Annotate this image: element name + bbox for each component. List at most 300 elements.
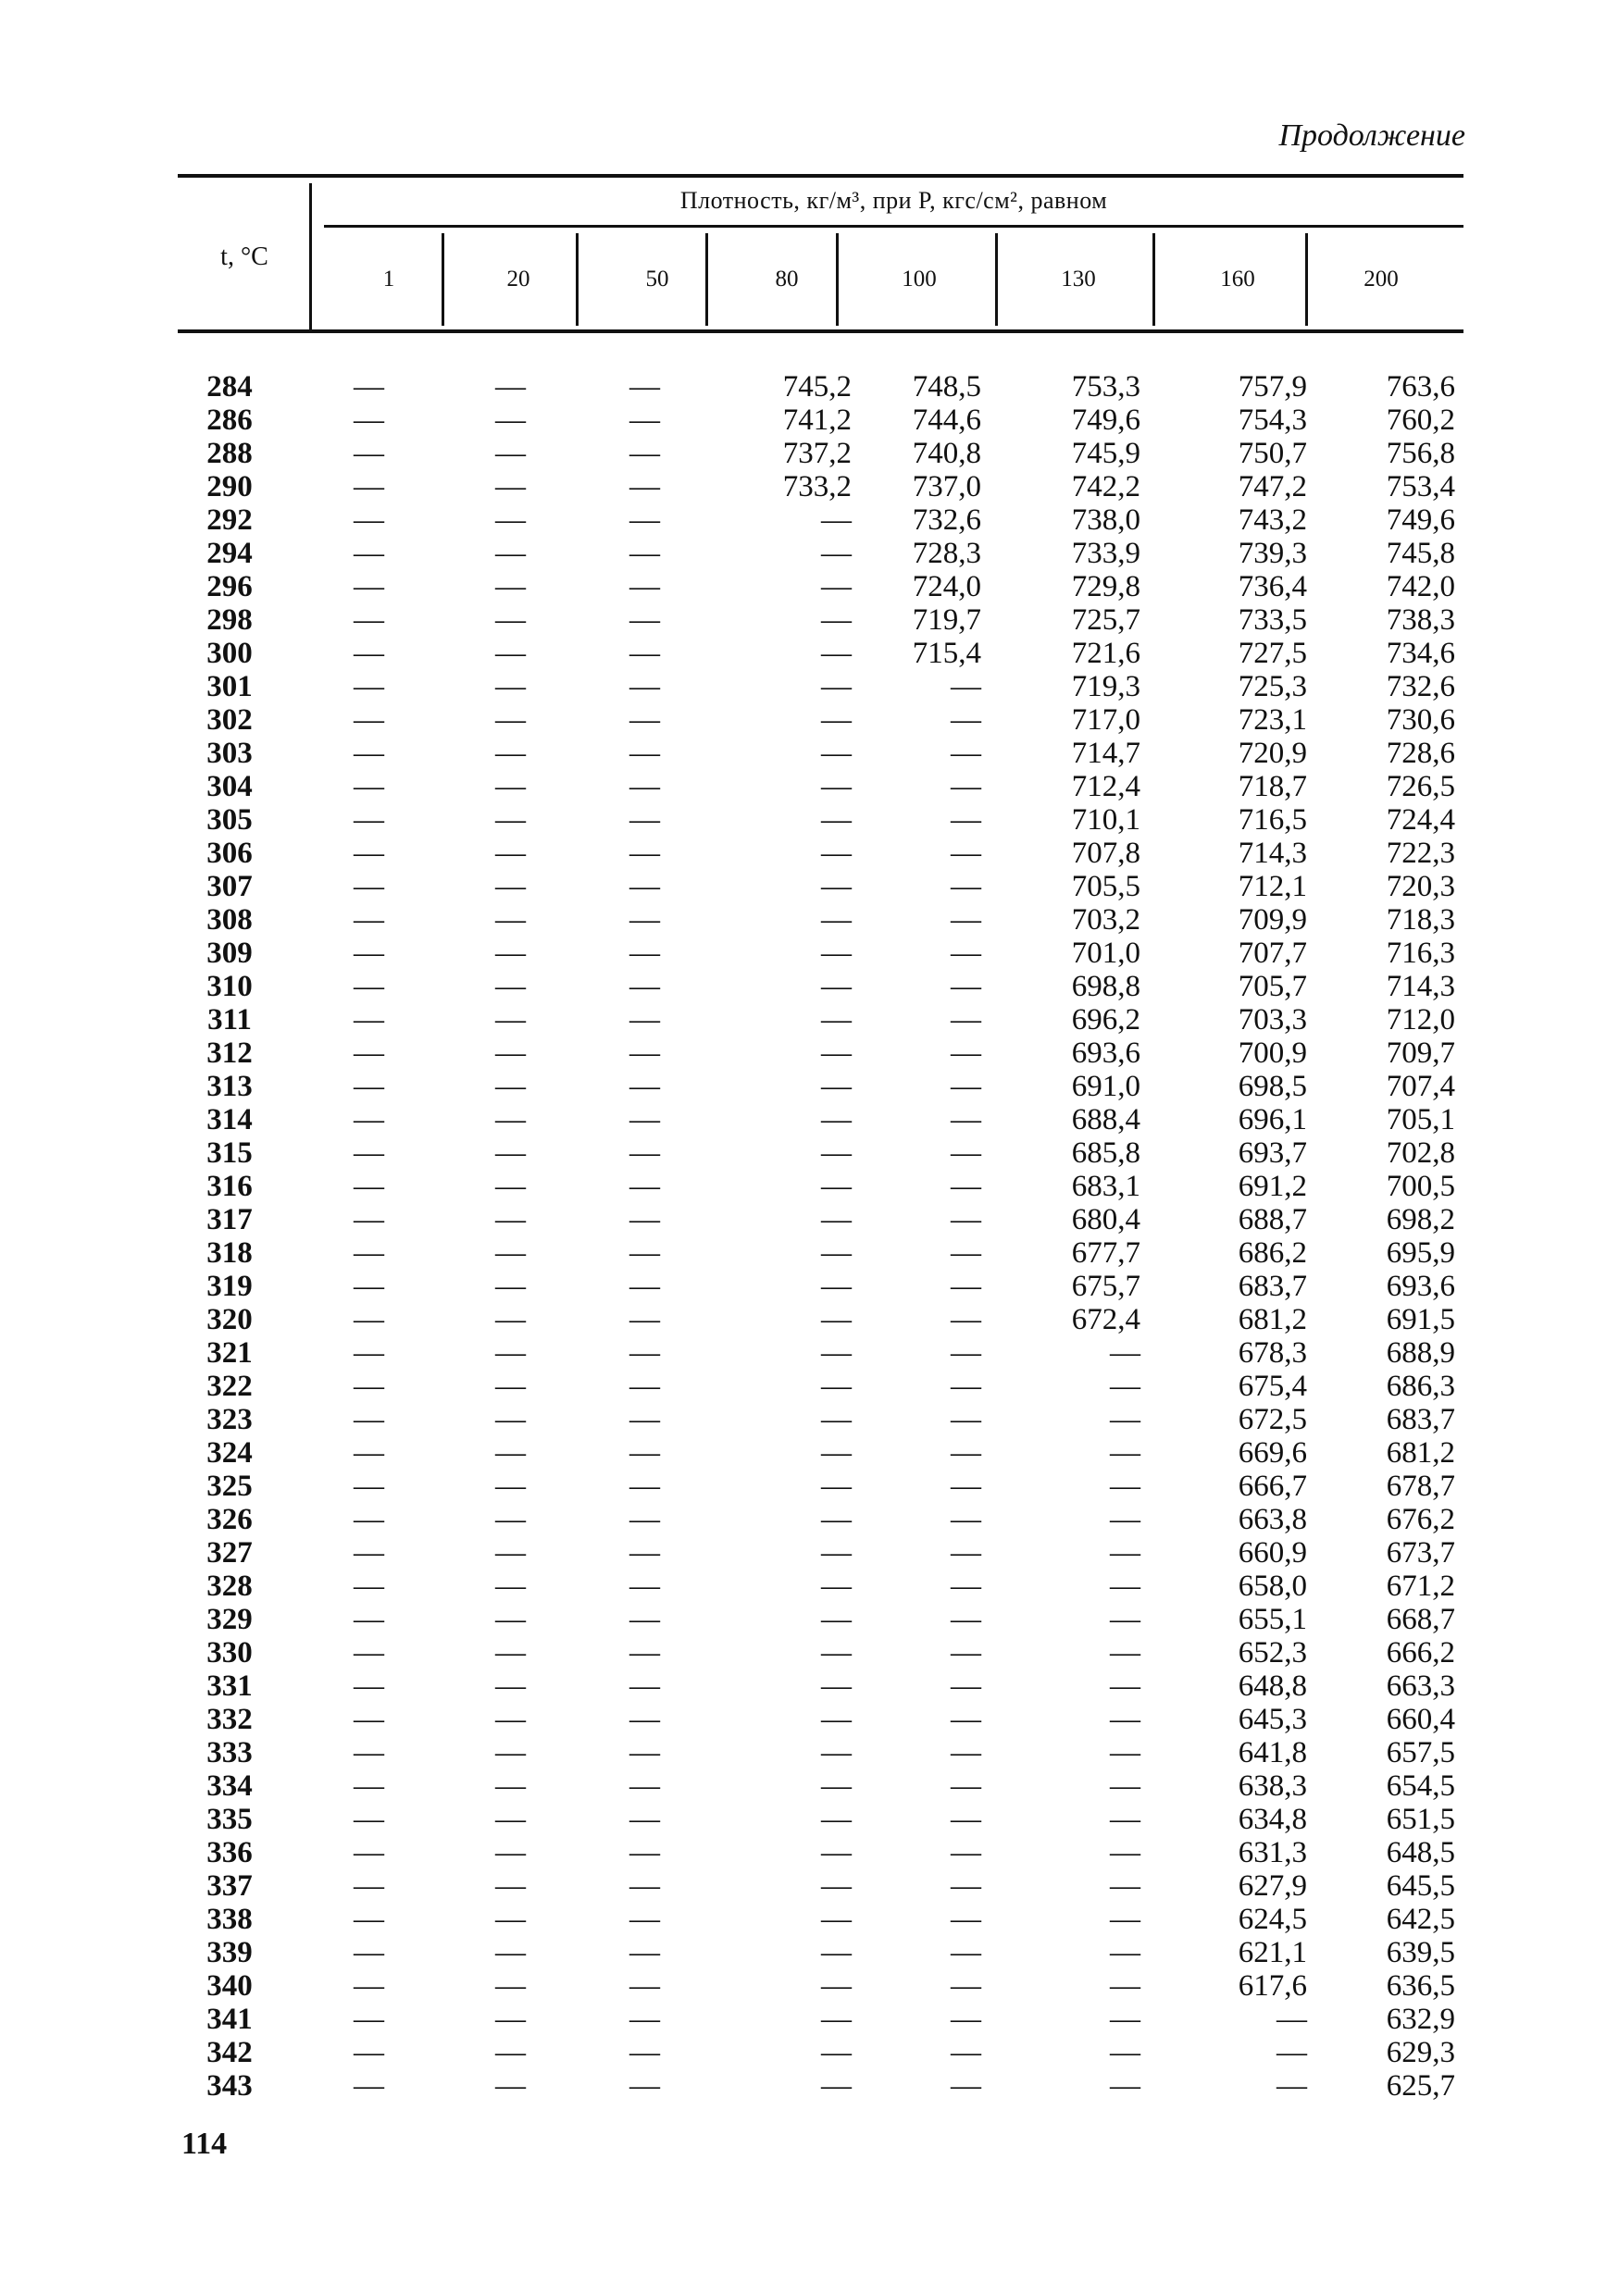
density-cell: — bbox=[951, 1103, 981, 1136]
density-cell: — bbox=[629, 1036, 660, 1070]
temperature-cell: 321 bbox=[206, 1336, 253, 1370]
table-row bbox=[178, 1703, 1463, 1736]
density-cell: — bbox=[821, 570, 852, 603]
continuation-label: Продолжение bbox=[1278, 118, 1465, 153]
density-cell: — bbox=[629, 570, 660, 603]
density-cell: 688,9 bbox=[1386, 1336, 1455, 1370]
density-cell: 639,5 bbox=[1386, 1936, 1455, 1969]
table-row bbox=[178, 703, 1463, 737]
density-cell: 737,2 bbox=[782, 437, 852, 470]
density-cell: — bbox=[354, 1270, 384, 1303]
density-cell: 743,2 bbox=[1238, 503, 1307, 537]
density-cell: — bbox=[354, 437, 384, 470]
density-cell: — bbox=[495, 1203, 526, 1236]
density-cell: — bbox=[354, 603, 384, 637]
density-cell: — bbox=[354, 1736, 384, 1769]
density-cell: — bbox=[495, 1103, 526, 1136]
density-cell: — bbox=[495, 1170, 526, 1203]
density-cell: — bbox=[629, 1903, 660, 1936]
density-cell: 740,8 bbox=[912, 437, 981, 470]
density-cell: — bbox=[1110, 1903, 1140, 1936]
density-cell: — bbox=[821, 1203, 852, 1236]
density-cell: — bbox=[951, 1769, 981, 1803]
density-cell: — bbox=[495, 1769, 526, 1803]
density-cell: — bbox=[821, 1969, 852, 2003]
density-cell: — bbox=[495, 537, 526, 570]
density-cell: 744,6 bbox=[912, 403, 981, 437]
density-cell: — bbox=[951, 1536, 981, 1570]
density-cell: 680,4 bbox=[1071, 1203, 1140, 1236]
density-cell: — bbox=[495, 1570, 526, 1603]
density-cell: — bbox=[951, 1703, 981, 1736]
temperature-cell: 328 bbox=[206, 1570, 253, 1603]
density-cell: 747,2 bbox=[1238, 470, 1307, 503]
density-cell: 729,8 bbox=[1071, 570, 1140, 603]
table-row bbox=[178, 503, 1463, 537]
temperature-cell: 320 bbox=[206, 1303, 253, 1336]
density-cell: — bbox=[951, 670, 981, 703]
density-cell: — bbox=[821, 637, 852, 670]
density-cell: 671,2 bbox=[1386, 1570, 1455, 1603]
density-cell: — bbox=[951, 737, 981, 770]
density-cell: 715,4 bbox=[912, 637, 981, 670]
density-cell: — bbox=[495, 1270, 526, 1303]
density-cell: 700,5 bbox=[1386, 1170, 1455, 1203]
density-cell: — bbox=[821, 1736, 852, 1769]
density-cell: — bbox=[821, 1403, 852, 1436]
density-cell: 673,7 bbox=[1386, 1536, 1455, 1570]
density-cell: — bbox=[629, 637, 660, 670]
density-cell: 722,3 bbox=[1386, 837, 1455, 870]
density-cell: 732,6 bbox=[912, 503, 981, 537]
density-cell: — bbox=[629, 1370, 660, 1403]
density-cell: — bbox=[951, 1070, 981, 1103]
table-row bbox=[178, 2003, 1463, 2036]
density-cell: — bbox=[821, 1336, 852, 1370]
density-cell: 631,3 bbox=[1238, 1836, 1307, 1869]
table-row bbox=[178, 1403, 1463, 1436]
page-number: 114 bbox=[181, 2127, 228, 2161]
density-cell: — bbox=[495, 1436, 526, 1470]
density-cell: — bbox=[354, 1436, 384, 1470]
density-cell: — bbox=[354, 670, 384, 703]
density-cell: — bbox=[821, 1103, 852, 1136]
density-cell: 734,6 bbox=[1386, 637, 1455, 670]
density-cell: — bbox=[629, 837, 660, 870]
density-cell: 705,5 bbox=[1071, 870, 1140, 903]
density-cell: — bbox=[495, 903, 526, 937]
density-cell: — bbox=[1110, 1769, 1140, 1803]
density-cell: — bbox=[951, 1336, 981, 1370]
density-cell: — bbox=[354, 503, 384, 537]
density-cell: — bbox=[629, 1603, 660, 1636]
density-cell: — bbox=[495, 570, 526, 603]
table-row bbox=[178, 937, 1463, 970]
density-cell: 714,7 bbox=[1071, 737, 1140, 770]
density-cell: — bbox=[951, 1669, 981, 1703]
temperature-cell: 288 bbox=[206, 437, 253, 470]
temperature-cell: 301 bbox=[206, 670, 253, 703]
density-cell: — bbox=[1110, 1803, 1140, 1836]
density-cell: — bbox=[629, 1803, 660, 1836]
temperature-cell: 332 bbox=[206, 1703, 253, 1736]
density-cell: — bbox=[1110, 1370, 1140, 1403]
density-cell: 749,6 bbox=[1071, 403, 1140, 437]
density-cell: — bbox=[951, 1803, 981, 1836]
table-row bbox=[178, 1669, 1463, 1703]
density-cell: 683,7 bbox=[1238, 1270, 1307, 1303]
density-cell: 702,8 bbox=[1386, 1136, 1455, 1170]
density-cell: 672,5 bbox=[1238, 1403, 1307, 1436]
density-cell: — bbox=[821, 1170, 852, 1203]
temperature-cell: 336 bbox=[206, 1836, 253, 1869]
density-cell: — bbox=[495, 1603, 526, 1636]
temperature-cell: 330 bbox=[206, 1636, 253, 1669]
table-body bbox=[178, 370, 1463, 2103]
density-cell: — bbox=[821, 1869, 852, 1903]
density-cell: — bbox=[354, 1470, 384, 1503]
density-cell: 739,3 bbox=[1238, 537, 1307, 570]
density-cell: — bbox=[354, 2036, 384, 2069]
density-cell: 638,3 bbox=[1238, 1769, 1307, 1803]
table-row bbox=[178, 903, 1463, 937]
table-row bbox=[178, 1436, 1463, 1470]
density-cell: 720,3 bbox=[1386, 870, 1455, 903]
density-cell: 681,2 bbox=[1386, 1436, 1455, 1470]
temperature-cell: 315 bbox=[206, 1136, 253, 1170]
density-cell: — bbox=[1110, 1470, 1140, 1503]
density-cell: — bbox=[821, 2036, 852, 2069]
density-cell: 688,7 bbox=[1238, 1203, 1307, 1236]
density-cell: — bbox=[354, 703, 384, 737]
density-cell: 660,9 bbox=[1238, 1536, 1307, 1570]
density-cell: — bbox=[629, 1203, 660, 1236]
density-cell: 683,1 bbox=[1071, 1170, 1140, 1203]
density-cell: — bbox=[951, 1303, 981, 1336]
density-cell: — bbox=[951, 1570, 981, 1603]
density-cell: — bbox=[951, 1836, 981, 1869]
density-cell: — bbox=[354, 403, 384, 437]
density-cell: — bbox=[629, 1536, 660, 1570]
density-cell: — bbox=[1110, 2003, 1140, 2036]
density-cell: — bbox=[354, 2003, 384, 2036]
density-cell: — bbox=[821, 503, 852, 537]
density-cell: 753,3 bbox=[1071, 370, 1140, 403]
density-cell: 655,1 bbox=[1238, 1603, 1307, 1636]
density-cell: 719,7 bbox=[912, 603, 981, 637]
density-cell: 712,4 bbox=[1071, 770, 1140, 803]
temperature-cell: 335 bbox=[206, 1803, 253, 1836]
density-cell: 693,6 bbox=[1386, 1270, 1455, 1303]
density-cell: — bbox=[951, 1270, 981, 1303]
table-row bbox=[178, 1370, 1463, 1403]
density-cell: — bbox=[354, 1136, 384, 1170]
temperature-cell: 316 bbox=[206, 1170, 253, 1203]
density-cell: 695,9 bbox=[1386, 1236, 1455, 1270]
density-cell: 756,8 bbox=[1386, 437, 1455, 470]
density-cell: — bbox=[354, 1003, 384, 1036]
temperature-cell: 322 bbox=[206, 1370, 253, 1403]
density-cell: 675,4 bbox=[1238, 1370, 1307, 1403]
density-cell: — bbox=[629, 1636, 660, 1669]
density-cell: — bbox=[629, 1136, 660, 1170]
density-cell: — bbox=[951, 703, 981, 737]
density-cell: 724,4 bbox=[1386, 803, 1455, 837]
density-cell: — bbox=[354, 1336, 384, 1370]
density-cell: 718,7 bbox=[1238, 770, 1307, 803]
density-cell: — bbox=[951, 1936, 981, 1969]
table-row bbox=[178, 1769, 1463, 1803]
temperature-cell: 303 bbox=[206, 737, 253, 770]
density-cell: — bbox=[495, 1470, 526, 1503]
density-cell: — bbox=[629, 1769, 660, 1803]
temperature-cell: 302 bbox=[206, 703, 253, 737]
density-cell: — bbox=[821, 1903, 852, 1936]
density-cell: — bbox=[1110, 1669, 1140, 1703]
temperature-cell: 333 bbox=[206, 1736, 253, 1769]
temperature-cell: 340 bbox=[206, 1969, 253, 2003]
density-cell: 709,9 bbox=[1238, 903, 1307, 937]
density-cell: 733,2 bbox=[782, 470, 852, 503]
density-cell: — bbox=[354, 1636, 384, 1669]
density-cell: — bbox=[629, 1869, 660, 1903]
density-cell: — bbox=[495, 1336, 526, 1370]
density-cell: — bbox=[495, 1669, 526, 1703]
density-cell: 724,0 bbox=[912, 570, 981, 603]
temperature-cell: 324 bbox=[206, 1436, 253, 1470]
density-cell: — bbox=[495, 970, 526, 1003]
density-cell: 698,2 bbox=[1386, 1203, 1455, 1236]
density-cell: — bbox=[495, 837, 526, 870]
density-cell: — bbox=[354, 1836, 384, 1869]
temperature-cell: 339 bbox=[206, 1936, 253, 1969]
density-cell: — bbox=[951, 837, 981, 870]
table-row bbox=[178, 1136, 1463, 1170]
density-cell: — bbox=[951, 1969, 981, 2003]
temperature-cell: 312 bbox=[206, 1036, 253, 1070]
density-cell: — bbox=[495, 1736, 526, 1769]
density-cell: — bbox=[821, 703, 852, 737]
density-cell: 712,0 bbox=[1386, 1003, 1455, 1036]
density-cell: — bbox=[354, 803, 384, 837]
density-cell: 745,8 bbox=[1386, 537, 1455, 570]
density-cell: — bbox=[951, 1403, 981, 1436]
density-cell: — bbox=[495, 670, 526, 703]
density-cell: — bbox=[495, 1836, 526, 1869]
density-cell: 720,9 bbox=[1238, 737, 1307, 770]
table-row bbox=[178, 2069, 1463, 2103]
density-cell: — bbox=[354, 1936, 384, 1969]
density-cell: — bbox=[629, 1403, 660, 1436]
table-row bbox=[178, 1270, 1463, 1303]
density-cell: 632,9 bbox=[1386, 2003, 1455, 2036]
density-cell: — bbox=[354, 837, 384, 870]
density-cell: — bbox=[951, 770, 981, 803]
density-cell: — bbox=[354, 1370, 384, 1403]
density-cell: 624,5 bbox=[1238, 1903, 1307, 1936]
temperature-cell: 319 bbox=[206, 1270, 253, 1303]
density-cell: 676,2 bbox=[1386, 1503, 1455, 1536]
density-cell: — bbox=[629, 1836, 660, 1869]
table-row bbox=[178, 1736, 1463, 1769]
density-cell: — bbox=[629, 2069, 660, 2103]
density-cell: — bbox=[354, 1236, 384, 1270]
density-cell: 666,7 bbox=[1238, 1470, 1307, 1503]
density-cell: 749,6 bbox=[1386, 503, 1455, 537]
density-cell: — bbox=[629, 937, 660, 970]
density-cell: — bbox=[821, 837, 852, 870]
temperature-cell: 326 bbox=[206, 1503, 253, 1536]
density-cell: 703,3 bbox=[1238, 1003, 1307, 1036]
density-cell: — bbox=[821, 670, 852, 703]
temperature-cell: 310 bbox=[206, 970, 253, 1003]
density-cell: — bbox=[354, 1570, 384, 1603]
table-row bbox=[178, 1936, 1463, 1969]
density-cell: 763,6 bbox=[1386, 370, 1455, 403]
density-cell: — bbox=[495, 2003, 526, 2036]
table-row bbox=[178, 1903, 1463, 1936]
density-cell: — bbox=[951, 903, 981, 937]
temperature-cell: 338 bbox=[206, 1903, 253, 1936]
density-cell: — bbox=[821, 1769, 852, 1803]
temperature-cell: 329 bbox=[206, 1603, 253, 1636]
density-cell: — bbox=[951, 1136, 981, 1170]
density-cell: — bbox=[629, 1669, 660, 1703]
density-cell: — bbox=[354, 1170, 384, 1203]
column-header: 80 bbox=[775, 267, 799, 292]
density-cell: — bbox=[354, 637, 384, 670]
table-row bbox=[178, 1636, 1463, 1669]
density-cell: 648,8 bbox=[1238, 1669, 1307, 1703]
density-cell: 741,2 bbox=[782, 403, 852, 437]
density-cell: 723,1 bbox=[1238, 703, 1307, 737]
column-separator bbox=[442, 233, 444, 326]
column-header: 100 bbox=[902, 267, 937, 292]
density-cell: — bbox=[1277, 2036, 1307, 2069]
density-cell: 717,0 bbox=[1071, 703, 1140, 737]
table-row bbox=[178, 1536, 1463, 1570]
density-cell: — bbox=[354, 1969, 384, 2003]
density-cell: 678,3 bbox=[1238, 1336, 1307, 1370]
density-cell: — bbox=[821, 603, 852, 637]
temperature-cell: 294 bbox=[206, 537, 253, 570]
density-cell: — bbox=[354, 870, 384, 903]
density-cell: 675,7 bbox=[1071, 1270, 1140, 1303]
table-row bbox=[178, 803, 1463, 837]
table-row bbox=[178, 1236, 1463, 1270]
density-cell: — bbox=[629, 1436, 660, 1470]
table-row bbox=[178, 870, 1463, 903]
density-cell: 760,2 bbox=[1386, 403, 1455, 437]
density-cell: — bbox=[1110, 1336, 1140, 1370]
temperature-cell: 331 bbox=[206, 1669, 253, 1703]
density-cell: — bbox=[354, 770, 384, 803]
density-cell: 641,8 bbox=[1238, 1736, 1307, 1769]
table-row bbox=[178, 603, 1463, 637]
density-cell: — bbox=[495, 503, 526, 537]
density-cell: — bbox=[629, 503, 660, 537]
density-cell: — bbox=[951, 1170, 981, 1203]
density-cell: — bbox=[495, 470, 526, 503]
density-cell: — bbox=[951, 1003, 981, 1036]
density-cell: — bbox=[495, 1803, 526, 1836]
density-cell: — bbox=[951, 870, 981, 903]
density-cell: — bbox=[629, 903, 660, 937]
density-cell: — bbox=[629, 537, 660, 570]
density-cell: — bbox=[354, 1869, 384, 1903]
density-cell: — bbox=[821, 1136, 852, 1170]
density-cell: 742,2 bbox=[1071, 470, 1140, 503]
density-cell: 621,1 bbox=[1238, 1936, 1307, 1969]
temperature-cell: 296 bbox=[206, 570, 253, 603]
density-cell: — bbox=[951, 1503, 981, 1536]
density-cell: 726,5 bbox=[1386, 770, 1455, 803]
temperature-column-header: t, °C bbox=[220, 242, 268, 271]
table-row bbox=[178, 970, 1463, 1003]
density-cell: — bbox=[821, 1703, 852, 1736]
density-cell: 636,5 bbox=[1386, 1969, 1455, 2003]
density-cell: — bbox=[354, 1036, 384, 1070]
density-cell: — bbox=[821, 1003, 852, 1036]
density-cell: 725,3 bbox=[1238, 670, 1307, 703]
density-cell: 750,7 bbox=[1238, 437, 1307, 470]
column-separator bbox=[836, 233, 839, 326]
density-cell: 748,5 bbox=[912, 370, 981, 403]
density-cell: — bbox=[629, 1003, 660, 1036]
density-cell: — bbox=[1110, 1603, 1140, 1636]
density-cell: — bbox=[495, 1070, 526, 1103]
density-cell: 745,9 bbox=[1071, 437, 1140, 470]
density-cell: — bbox=[354, 1536, 384, 1570]
density-cell: 732,6 bbox=[1386, 670, 1455, 703]
density-cell: — bbox=[495, 1303, 526, 1336]
temperature-cell: 309 bbox=[206, 937, 253, 970]
density-cell: — bbox=[821, 803, 852, 837]
density-cell: — bbox=[821, 970, 852, 1003]
density-cell: — bbox=[495, 803, 526, 837]
density-cell: 728,6 bbox=[1386, 737, 1455, 770]
density-cell: — bbox=[495, 1869, 526, 1903]
density-cell: 738,0 bbox=[1071, 503, 1140, 537]
density-cell: 691,2 bbox=[1238, 1170, 1307, 1203]
density-cell: 634,8 bbox=[1238, 1803, 1307, 1836]
density-cell: — bbox=[354, 903, 384, 937]
density-cell: — bbox=[495, 403, 526, 437]
density-cell: 721,6 bbox=[1071, 637, 1140, 670]
density-cell: — bbox=[354, 1303, 384, 1336]
density-cell: — bbox=[629, 437, 660, 470]
density-cell: — bbox=[1110, 1570, 1140, 1603]
density-cell: — bbox=[951, 1236, 981, 1270]
density-cell: — bbox=[629, 603, 660, 637]
density-cell: — bbox=[1110, 2036, 1140, 2069]
density-cell: 707,7 bbox=[1238, 937, 1307, 970]
density-cell: — bbox=[821, 1669, 852, 1703]
density-cell: — bbox=[821, 1470, 852, 1503]
density-cell: 685,8 bbox=[1071, 1136, 1140, 1170]
density-cell: — bbox=[951, 2036, 981, 2069]
column-header: 50 bbox=[645, 267, 669, 292]
table-row bbox=[178, 370, 1463, 403]
temperature-cell: 307 bbox=[206, 870, 253, 903]
density-cell: 716,3 bbox=[1386, 937, 1455, 970]
density-cell: — bbox=[495, 2036, 526, 2069]
density-cell: 691,0 bbox=[1071, 1070, 1140, 1103]
density-cell: — bbox=[821, 1070, 852, 1103]
density-cell: 696,2 bbox=[1071, 1003, 1140, 1036]
temperature-cell: 300 bbox=[206, 637, 253, 670]
density-cell: — bbox=[821, 1303, 852, 1336]
